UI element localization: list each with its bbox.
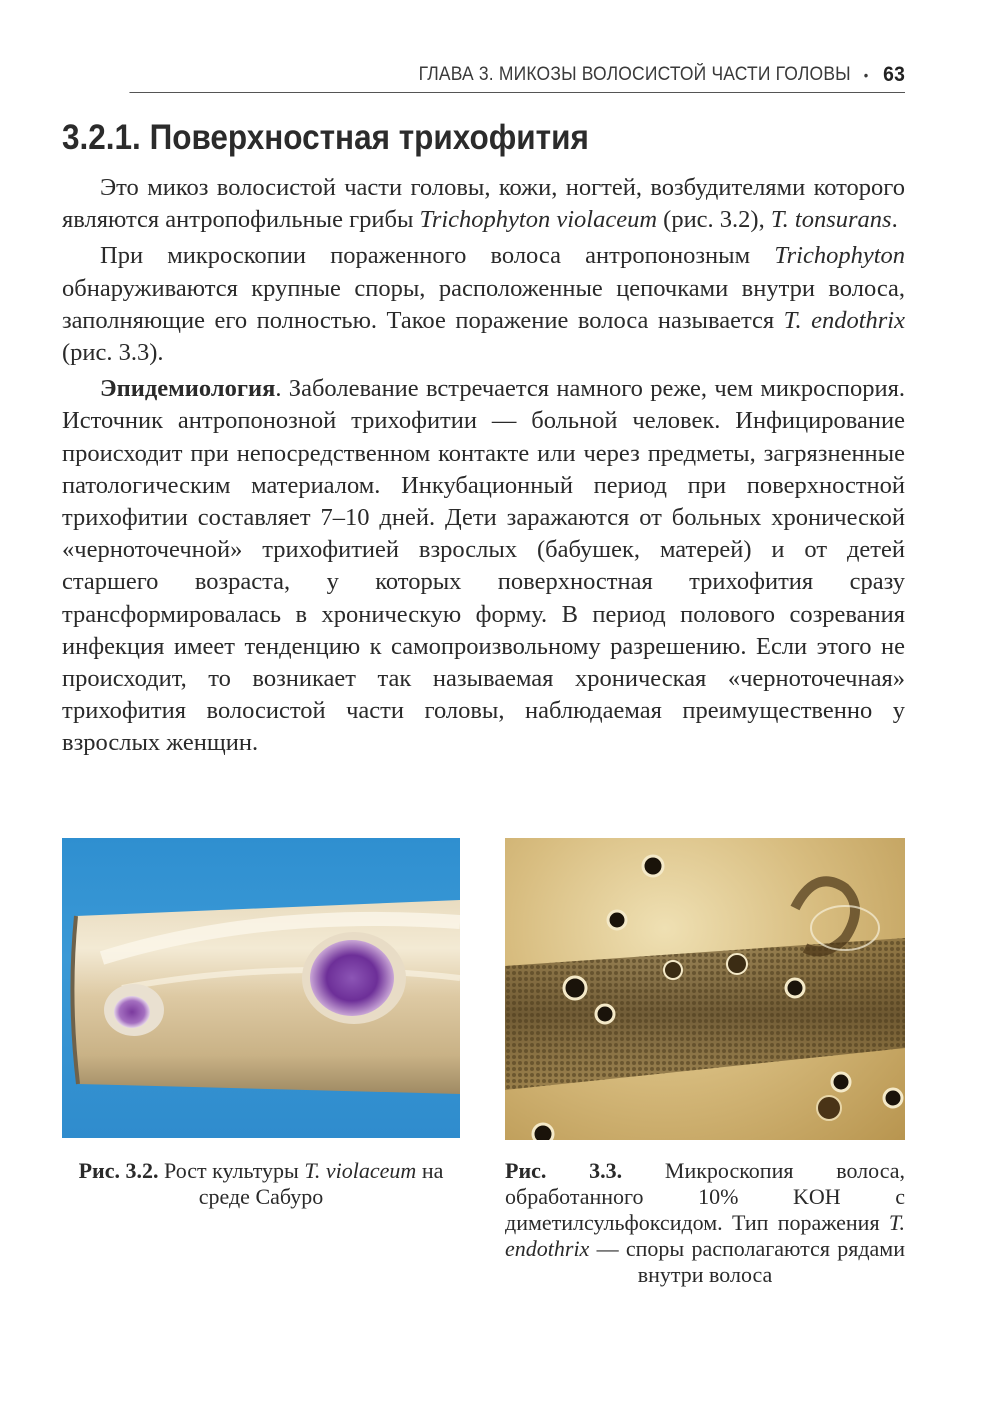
species-name: T. endothrix bbox=[505, 1210, 905, 1261]
paragraph-1 bbox=[62, 172, 905, 236]
term-label: Эпидемиология bbox=[100, 375, 276, 403]
culture-tube-illustration bbox=[62, 838, 460, 1138]
chapter-title: ГЛАВА 3. МИКОЗЫ ВОЛОСИСТОЙ ЧАСТИ ГОЛОВЫ bbox=[418, 64, 851, 85]
running-header bbox=[129, 58, 905, 93]
figure-label: Рис. 3.2. bbox=[78, 1158, 159, 1183]
caption-text: — споры располагаются рядами внутри волоса bbox=[589, 1236, 905, 1287]
paragraph-3 bbox=[62, 373, 905, 759]
caption-text: Микроскопия волоса, обработанного 10% KOH с диметилсульфоксидом. Тип поражения bbox=[505, 1158, 905, 1235]
section-title: 3.2.1. Поверхностная трихофития bbox=[62, 118, 589, 157]
body-text bbox=[62, 172, 905, 764]
species-name: Trichophyton violaceum bbox=[419, 206, 658, 234]
genus-name: Trichophyton bbox=[774, 242, 905, 270]
text-run: При микроскопии пораженного волоса антропонозным bbox=[100, 242, 775, 270]
text-run: (рис. 3.2), bbox=[657, 206, 771, 234]
species-name: T. tonsurans bbox=[770, 206, 892, 234]
caption-text: на среде Сабуро bbox=[198, 1158, 444, 1209]
figure-microscopy-photo bbox=[505, 838, 905, 1140]
figure-label: Рис. 3.3. bbox=[505, 1158, 623, 1183]
figure-caption-3-3 bbox=[505, 1158, 905, 1288]
microscopy-illustration bbox=[505, 838, 905, 1140]
text-run: . Заболевание встречается намного реже, чем микроспория. Источник антропонозной трихофитии — больной человек. Инфицирование происходит при непосредственном контакте или через предметы, загрязненные патологическим материалом. Инкубационный период при поверхностной трихофитии составляет 7–10 дней. Дети заражаются от больных хронической «черноточечной» трихофитией взрослых (бабушек, матерей) и от детей старшего возраста, у которых поверхностная трихофития сразу трансформировалась в хроническую форму. В период полового созревания инфекция имеет тенденцию к самопроизвольному разрешению. Если этого не происходит, то возникает так называемая хроническая «черноточечная» трихофития волосистой части головы, наблюдаемая преимущественно у взрослых женщин. bbox=[62, 375, 905, 757]
species-name: T. violaceum bbox=[304, 1158, 417, 1183]
header-separator: • bbox=[863, 67, 869, 83]
species-name: T. endothrix bbox=[783, 306, 905, 334]
figure-culture-tube-photo bbox=[62, 838, 460, 1138]
text-run: (рис. 3.3). bbox=[62, 339, 164, 367]
text-run: . bbox=[891, 206, 898, 234]
figure-caption-3-2 bbox=[62, 1158, 460, 1210]
caption-text: Рост культуры bbox=[158, 1158, 305, 1183]
page-number: 63 bbox=[883, 63, 905, 86]
text-run: Это микоз волосистой части головы, кожи, ногтей, возбудителями которого являются антропофильные грибы bbox=[62, 174, 905, 234]
text-run: обнаруживаются крупные споры, расположенные цепочками внутри волоса, заполняющие его полностью. Такое поражение волоса называется bbox=[62, 274, 905, 334]
paragraph-2 bbox=[62, 240, 905, 369]
